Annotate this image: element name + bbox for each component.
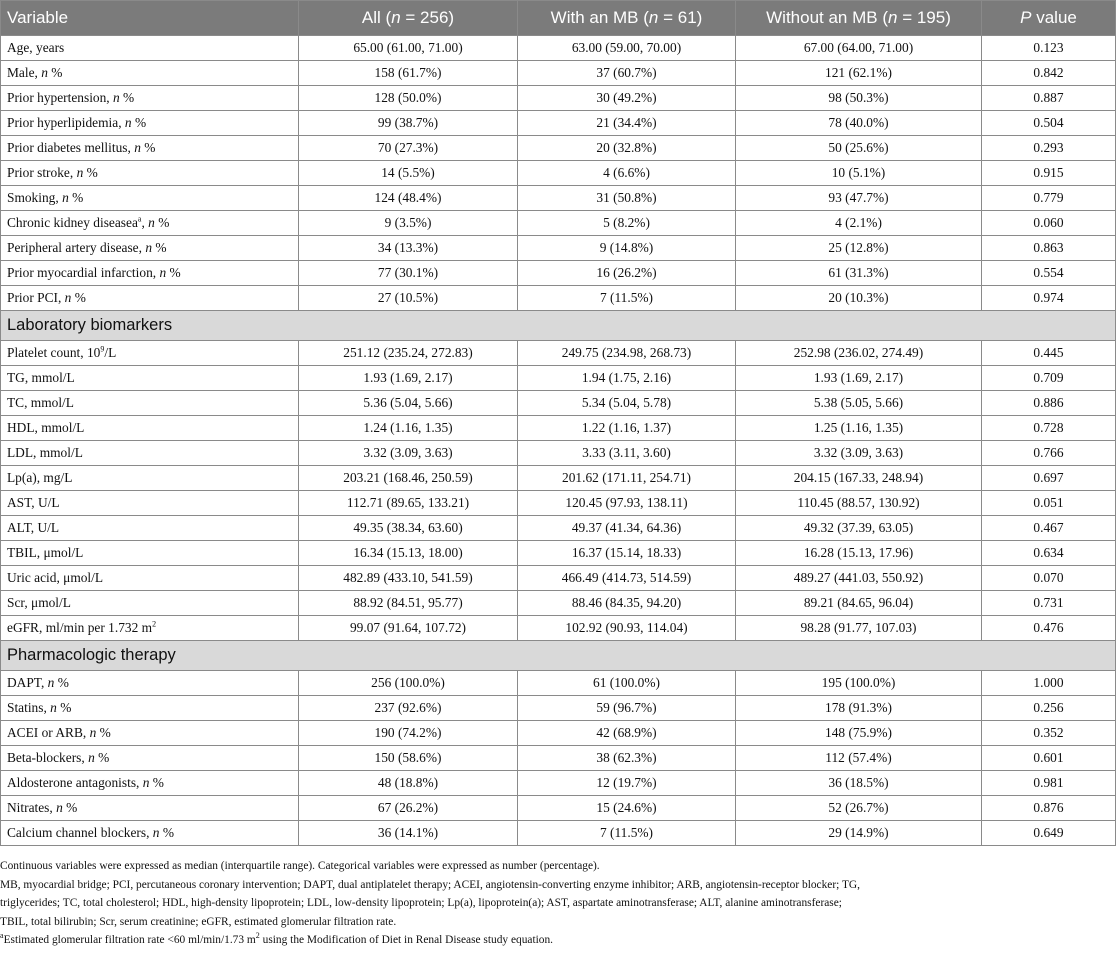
cell-p-value: 0.352 xyxy=(982,721,1116,746)
cell-all: 128 (50.0%) xyxy=(299,86,518,111)
table-row xyxy=(1,516,1116,541)
table-row xyxy=(1,616,1116,641)
footnote-line: MB, myocardial bridge; PCI, percutaneous coronary intervention; DAPT, dual antiplatelet therapy; ACEI, angiotensin-converting enzyme inhibitor; ARB, angiotensin-receptor blocker; TG, xyxy=(0,878,860,891)
footnote-line: TBIL, total bilirubin; Scr, serum creatinine; eGFR, estimated glomerular filtration rate. xyxy=(0,915,397,928)
cell-with-mb: 30 (49.2%) xyxy=(518,86,736,111)
cell-all: 150 (58.6%) xyxy=(299,746,518,771)
cell-p-value: 0.766 xyxy=(982,441,1116,466)
cell-with-mb: 3.33 (3.11, 3.60) xyxy=(518,441,736,466)
row-label: Statins, n % xyxy=(1,696,299,721)
cell-without-mb: 10 (5.1%) xyxy=(736,161,982,186)
table-row xyxy=(1,591,1116,616)
row-label: TC, mmol/L xyxy=(1,391,299,416)
cell-without-mb: 49.32 (37.39, 63.05) xyxy=(736,516,982,541)
cell-p-value: 0.779 xyxy=(982,186,1116,211)
row-label: Prior hyperlipidemia, n % xyxy=(1,111,299,136)
table-body xyxy=(1,36,1116,846)
cell-without-mb: 25 (12.8%) xyxy=(736,236,982,261)
cell-all: 124 (48.4%) xyxy=(299,186,518,211)
cell-p-value: 0.876 xyxy=(982,796,1116,821)
cell-with-mb: 4 (6.6%) xyxy=(518,161,736,186)
cell-p-value: 0.842 xyxy=(982,61,1116,86)
footnote-line: triglycerides; TC, total cholesterol; HDL, high-density lipoprotein; LDL, low-density lipoprotein; Lp(a), lipoprotein(a); AST, aspartate aminotransferase; ALT, alanine aminotransferase; xyxy=(0,897,842,909)
cell-p-value: 0.915 xyxy=(982,161,1116,186)
row-label: Nitrates, n % xyxy=(1,796,299,821)
cell-with-mb: 31 (50.8%) xyxy=(518,186,736,211)
cell-with-mb: 102.92 (90.93, 114.04) xyxy=(518,616,736,641)
table-row xyxy=(1,136,1116,161)
table-row xyxy=(1,821,1116,846)
cell-p-value: 0.709 xyxy=(982,366,1116,391)
cell-with-mb: 9 (14.8%) xyxy=(518,236,736,261)
table-row xyxy=(1,286,1116,311)
cell-with-mb: 1.94 (1.75, 2.16) xyxy=(518,366,736,391)
cell-with-mb: 7 (11.5%) xyxy=(518,821,736,846)
cell-without-mb: 61 (31.3%) xyxy=(736,261,982,286)
row-label: Platelet count, $10^9/L$ xyxy=(1,341,299,366)
cell-all: 256 (100.0%) xyxy=(299,671,518,696)
cell-without-mb: 112 (57.4%) xyxy=(736,746,982,771)
cell-with-mb: 63.00 (59.00, 70.00) xyxy=(518,36,736,61)
cell-without-mb: 36 (18.5%) xyxy=(736,771,982,796)
row-label: ALT, U/L xyxy=(1,516,299,541)
cell-p-value: 0.256 xyxy=(982,696,1116,721)
cell-all: 203.21 (168.46, 250.59) xyxy=(299,466,518,491)
cell-all: 99.07 (91.64, 107.72) xyxy=(299,616,518,641)
cell-p-value: 0.445 xyxy=(982,341,1116,366)
table-row xyxy=(1,721,1116,746)
table-row xyxy=(1,416,1116,441)
cell-without-mb: 3.32 (3.09, 3.63) xyxy=(736,441,982,466)
cell-p-value: 0.070 xyxy=(982,566,1116,591)
cell-without-mb: 178 (91.3%) xyxy=(736,696,982,721)
cell-without-mb: 67.00 (64.00, 71.00) xyxy=(736,36,982,61)
cell-all: 251.12 (235.24, 272.83) xyxy=(299,341,518,366)
cell-with-mb: 88.46 (84.35, 94.20) xyxy=(518,591,736,616)
header-with-mb: With an MB (n = 61) xyxy=(518,1,736,36)
cell-p-value: 0.697 xyxy=(982,466,1116,491)
section-title: Laboratory biomarkers xyxy=(1,311,1116,341)
table-row xyxy=(1,111,1116,136)
cell-with-mb: 249.75 (234.98, 268.73) xyxy=(518,341,736,366)
row-label: Calcium channel blockers, n % xyxy=(1,821,299,846)
cell-without-mb: 204.15 (167.33, 248.94) xyxy=(736,466,982,491)
row-label: HDL, mmol/L xyxy=(1,416,299,441)
cell-with-mb: 61 (100.0%) xyxy=(518,671,736,696)
row-label: Aldosterone antagonists, n % xyxy=(1,771,299,796)
cell-p-value: 0.554 xyxy=(982,261,1116,286)
row-label: eGFR, ml/min per 1.732 $m^2$ xyxy=(1,616,299,641)
row-label: Uric acid, μmol/L xyxy=(1,566,299,591)
header-p-value: P value xyxy=(982,1,1116,36)
header-row xyxy=(1,1,1116,36)
row-label: LDL, mmol/L xyxy=(1,441,299,466)
cell-p-value: 0.728 xyxy=(982,416,1116,441)
cell-all: 1.24 (1.16, 1.35) xyxy=(299,416,518,441)
table-row xyxy=(1,61,1116,86)
table-row xyxy=(1,671,1116,696)
cell-without-mb: 148 (75.9%) xyxy=(736,721,982,746)
cell-p-value: 0.887 xyxy=(982,86,1116,111)
table-row xyxy=(1,366,1116,391)
cell-without-mb: 78 (40.0%) xyxy=(736,111,982,136)
cell-all: 482.89 (433.10, 541.59) xyxy=(299,566,518,591)
table-row xyxy=(1,746,1116,771)
row-label: Prior diabetes mellitus, n % xyxy=(1,136,299,161)
cell-with-mb: 59 (96.7%) xyxy=(518,696,736,721)
row-label: Prior stroke, n % xyxy=(1,161,299,186)
cell-p-value: 0.649 xyxy=(982,821,1116,846)
cell-without-mb: 4 (2.1%) xyxy=(736,211,982,236)
cell-all: 36 (14.1%) xyxy=(299,821,518,846)
cell-all: 67 (26.2%) xyxy=(299,796,518,821)
header-all: All (n = 256) xyxy=(299,1,518,36)
cell-with-mb: 37 (60.7%) xyxy=(518,61,736,86)
table-row xyxy=(1,541,1116,566)
section-row xyxy=(1,641,1116,671)
cell-p-value: 0.886 xyxy=(982,391,1116,416)
cell-p-value: 0.060 xyxy=(982,211,1116,236)
cell-p-value: 0.974 xyxy=(982,286,1116,311)
cell-without-mb: 252.98 (236.02, 274.49) xyxy=(736,341,982,366)
cell-with-mb: 16.37 (15.14, 18.33) xyxy=(518,541,736,566)
cell-all: 3.32 (3.09, 3.63) xyxy=(299,441,518,466)
row-label: TG, mmol/L xyxy=(1,366,299,391)
cell-without-mb: 1.93 (1.69, 2.17) xyxy=(736,366,982,391)
cell-p-value: 0.293 xyxy=(982,136,1116,161)
table-row xyxy=(1,466,1116,491)
table-row xyxy=(1,211,1116,236)
cell-all: 158 (61.7%) xyxy=(299,61,518,86)
cell-all: 16.34 (15.13, 18.00) xyxy=(299,541,518,566)
cell-with-mb: 38 (62.3%) xyxy=(518,746,736,771)
row-label: Peripheral artery disease, n % xyxy=(1,236,299,261)
cell-p-value: 0.051 xyxy=(982,491,1116,516)
cell-all: 1.93 (1.69, 2.17) xyxy=(299,366,518,391)
table-footnotes xyxy=(0,857,1113,950)
cell-without-mb: 16.28 (15.13, 17.96) xyxy=(736,541,982,566)
cell-all: 237 (92.6%) xyxy=(299,696,518,721)
cell-p-value: 0.731 xyxy=(982,591,1116,616)
cell-p-value: 0.123 xyxy=(982,36,1116,61)
row-label: ACEI or ARB, n % xyxy=(1,721,299,746)
table-row xyxy=(1,796,1116,821)
cell-with-mb: 20 (32.8%) xyxy=(518,136,736,161)
row-label: AST, U/L xyxy=(1,491,299,516)
cell-p-value: 0.601 xyxy=(982,746,1116,771)
footnote-line: Continuous variables were expressed as median (interquartile range). Categorical variables were expressed as number (percentage). xyxy=(0,860,600,872)
section-row xyxy=(1,311,1116,341)
cell-with-mb: 5.34 (5.04, 5.78) xyxy=(518,391,736,416)
cell-without-mb: 93 (47.7%) xyxy=(736,186,982,211)
cell-p-value: 0.504 xyxy=(982,111,1116,136)
row-label: Male, n % xyxy=(1,61,299,86)
cell-all: 49.35 (38.34, 63.60) xyxy=(299,516,518,541)
cell-all: 65.00 (61.00, 71.00) xyxy=(299,36,518,61)
cell-all: 99 (38.7%) xyxy=(299,111,518,136)
cell-all: 14 (5.5%) xyxy=(299,161,518,186)
table-row xyxy=(1,36,1116,61)
table-row xyxy=(1,261,1116,286)
footnote-line: $^a$Estimated glomerular filtration rate <60 ml/min/1.73 $m^2$ using the Modification of Diet in Renal Disease study equation. xyxy=(0,931,554,946)
table-row xyxy=(1,391,1116,416)
cell-all: 9 (3.5%) xyxy=(299,211,518,236)
cell-with-mb: 49.37 (41.34, 64.36) xyxy=(518,516,736,541)
cell-with-mb: 42 (68.9%) xyxy=(518,721,736,746)
table-row xyxy=(1,161,1116,186)
row-label: Beta-blockers, n % xyxy=(1,746,299,771)
cell-all: 34 (13.3%) xyxy=(299,236,518,261)
table-row xyxy=(1,441,1116,466)
table-row xyxy=(1,186,1116,211)
cell-p-value: 0.981 xyxy=(982,771,1116,796)
cell-with-mb: 7 (11.5%) xyxy=(518,286,736,311)
cell-p-value: 0.863 xyxy=(982,236,1116,261)
table-row xyxy=(1,236,1116,261)
table-row xyxy=(1,566,1116,591)
cell-without-mb: 1.25 (1.16, 1.35) xyxy=(736,416,982,441)
cell-with-mb: 12 (19.7%) xyxy=(518,771,736,796)
row-label: Smoking, n % xyxy=(1,186,299,211)
row-label: DAPT, n % xyxy=(1,671,299,696)
cell-p-value: 1.000 xyxy=(982,671,1116,696)
cell-all: 190 (74.2%) xyxy=(299,721,518,746)
table-row xyxy=(1,491,1116,516)
row-label: Lp(a), mg/L xyxy=(1,466,299,491)
cell-without-mb: 52 (26.7%) xyxy=(736,796,982,821)
cell-with-mb: 5 (8.2%) xyxy=(518,211,736,236)
row-label: Prior PCI, n % xyxy=(1,286,299,311)
cell-without-mb: 110.45 (88.57, 130.92) xyxy=(736,491,982,516)
row-label: TBIL, μmol/L xyxy=(1,541,299,566)
row-label: Prior myocardial infarction, n % xyxy=(1,261,299,286)
table-row xyxy=(1,696,1116,721)
row-label: Scr, μmol/L xyxy=(1,591,299,616)
header-without-mb: Without an MB (n = 195) xyxy=(736,1,982,36)
cell-without-mb: 50 (25.6%) xyxy=(736,136,982,161)
cell-without-mb: 29 (14.9%) xyxy=(736,821,982,846)
row-label: Age, years xyxy=(1,36,299,61)
cell-all: 70 (27.3%) xyxy=(299,136,518,161)
table-row xyxy=(1,86,1116,111)
cell-p-value: 0.476 xyxy=(982,616,1116,641)
row-label: Chronic kidney diseasea$^a$, n % xyxy=(1,211,299,236)
row-label: Prior hypertension, n % xyxy=(1,86,299,111)
header-variable: Variable xyxy=(1,1,299,36)
cell-without-mb: 98 (50.3%) xyxy=(736,86,982,111)
cell-with-mb: 120.45 (97.93, 138.11) xyxy=(518,491,736,516)
cell-without-mb: 121 (62.1%) xyxy=(736,61,982,86)
cell-with-mb: 16 (26.2%) xyxy=(518,261,736,286)
table-row xyxy=(1,771,1116,796)
cell-all: 112.71 (89.65, 133.21) xyxy=(299,491,518,516)
cell-p-value: 0.634 xyxy=(982,541,1116,566)
cell-p-value: 0.467 xyxy=(982,516,1116,541)
cell-all: 5.36 (5.04, 5.66) xyxy=(299,391,518,416)
cell-without-mb: 98.28 (91.77, 107.03) xyxy=(736,616,982,641)
cell-without-mb: 489.27 (441.03, 550.92) xyxy=(736,566,982,591)
cell-all: 88.92 (84.51, 95.77) xyxy=(299,591,518,616)
cell-with-mb: 21 (34.4%) xyxy=(518,111,736,136)
section-title: Pharmacologic therapy xyxy=(1,641,1116,671)
cell-with-mb: 201.62 (171.11, 254.71) xyxy=(518,466,736,491)
table-row xyxy=(1,341,1116,366)
cell-all: 77 (30.1%) xyxy=(299,261,518,286)
cell-with-mb: 1.22 (1.16, 1.37) xyxy=(518,416,736,441)
cell-without-mb: 89.21 (84.65, 96.04) xyxy=(736,591,982,616)
cell-with-mb: 15 (24.6%) xyxy=(518,796,736,821)
cell-all: 48 (18.8%) xyxy=(299,771,518,796)
cell-without-mb: 20 (10.3%) xyxy=(736,286,982,311)
cell-with-mb: 466.49 (414.73, 514.59) xyxy=(518,566,736,591)
cell-without-mb: 5.38 (5.05, 5.66) xyxy=(736,391,982,416)
cell-all: 27 (10.5%) xyxy=(299,286,518,311)
cell-without-mb: 195 (100.0%) xyxy=(736,671,982,696)
